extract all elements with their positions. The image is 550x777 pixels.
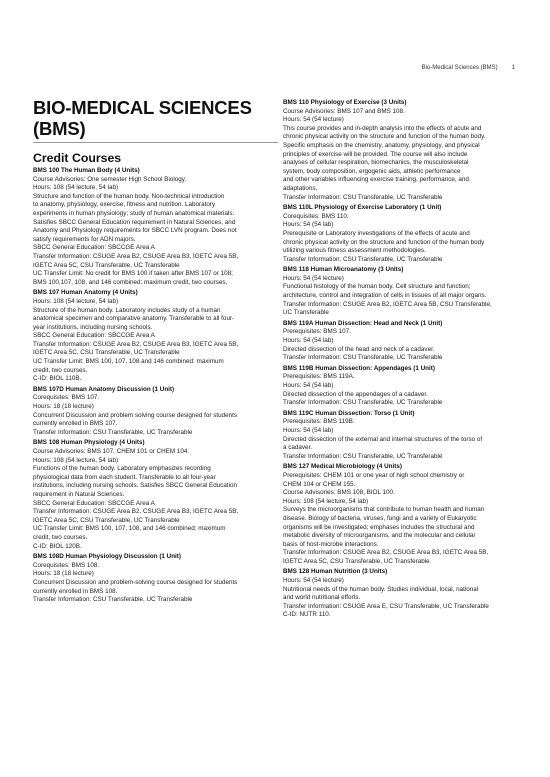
- running-header-title: Bio-Medical Sciences (BMS): [421, 65, 498, 71]
- course-detail: Corequisites: BMS 110.: [283, 212, 349, 220]
- course-detail: Transfer Information: CSUGE Area B2, CSUGE Area B3, IGETC Area 5B, IGETC Area 5C, CSU Transferable, UC Transferable: [33, 252, 239, 269]
- course-title: BMS 107D Human Anatomy Discussion (1 Unit): [33, 385, 175, 393]
- course-detail: Corequisites: BMS 108.: [33, 561, 100, 569]
- course-detail: Hours: 54 (54 lab): [283, 426, 334, 434]
- course-detail: Transfer Information: CSU Transferable, UC Transferable: [33, 428, 193, 436]
- course-title: BMS 118 Human Microanatomy (3 Units): [283, 266, 404, 274]
- course-detail: Transfer Information: CSU Transferable, UC Transferable: [283, 452, 443, 460]
- course-detail: Hours: 54 (54 lecture): [283, 116, 344, 124]
- course-title: BMS 108 Human Physiology (4 Units): [33, 439, 145, 447]
- course-detail: SBCC General Education: SBCCGE Area A: [33, 332, 155, 340]
- course-detail: Surveys the microorganisms that contribute to human health and human disease. Biology of bacteria, viruses, fungi and a variety of Eukaryotic organisms will be investigated; emphases includes the structural and metabolic diversity of microorganisms, and the molecular and cellular basis of host-microbe interactions.: [283, 506, 485, 548]
- course-entry: [33, 289, 278, 384]
- course-detail: Hours: 18 (18 lecture): [33, 403, 94, 411]
- course-title: BMS 108D Human Physiology Discussion (1 Unit): [33, 553, 182, 561]
- course-detail: This course provides and in-depth analysis into the effects of acute and chronic physical activity on the structure and function of the human body. Specific emphasis on the chemistry, anatomy, physiology, and physical principles of exercise will be provided. The course will also include analyses of cellular respiration, biomechanics, the musculoskeletal system, body composition, ergogenic aids, athletic performance and other variables influencing exercise training, performance, and adaptations.: [283, 124, 486, 192]
- course-detail: Transfer Information: CSUGE Area B2, IGETC Area 5B, CSU Transferable, UC Transferable: [283, 300, 492, 317]
- course-entry: [33, 553, 278, 605]
- course-detail: Concurrent Discussion and problem-solving course designed for students currently enrolled in BMS 108.: [33, 578, 238, 595]
- course-detail: Hours: 18 (18 lecture): [33, 570, 94, 578]
- running-header: [422, 65, 515, 71]
- course-detail: SBCC General Education: SBCCGE Area A: [33, 244, 155, 252]
- course-detail: Prerequisites: BMS 107.: [283, 328, 351, 336]
- course-detail: Prerequisites: BMS 119B.: [283, 418, 355, 426]
- course-entry: [33, 439, 278, 551]
- course-detail: Hours: 54 (54 lab): [283, 382, 334, 389]
- course-detail: SBCC General Education: SBCCGE Area A: [33, 499, 155, 507]
- course-entry: [283, 568, 523, 620]
- course-detail: Structure and function of the human body. Non-technical introduction to anatomy, physiology, exercise, fitness and nutrition. Laboratory experiments in human physiology; study of human anatomical materials. Satisfies SBCC General Education requirement in Natural Sciences, and Anatomy and Physiology requirements for SBCC LVN program. Does not satisfy requirements for ADN majors.: [33, 192, 237, 243]
- course-detail: Transfer Information: CSUGE Area B2, CSUGE Area B3, IGETC Area 5B, IGETC Area 5C, CSU Transferable, UC Transferable: [33, 340, 239, 357]
- course-entry: [283, 365, 523, 408]
- course-title: BMS 110L Physiology of Exercise Laboratory (1 Unit): [283, 204, 442, 212]
- course-detail: Functions of the human body. Laboratory emphasizes recording physiological data from each student. Transferable to all four-year institutions, including nursing schools. Satisfies SBCC General Education requirement in Natural Sciences.: [33, 465, 238, 498]
- page-number: 1: [511, 65, 515, 71]
- course-title: BMS 119C Human Dissection: Torso (1 Unit): [283, 409, 415, 417]
- course-detail: Directed dissection of the appendages of a cadaver.: [283, 390, 428, 398]
- course-detail: Nutritional needs of the human body. Studies individual, local, national and world nutritional efforts.: [283, 585, 479, 602]
- course-detail: Hours: 54 (54 lecture): [283, 577, 344, 585]
- course-detail: Prerequisite or Laboratory investigations of the effects of acute and chronic physical activity on the structure and function of the human body utilizing various fitness assessment methodologies.: [283, 229, 485, 255]
- course-title: BMS 127 Medical Microbiology (4 Units): [283, 463, 402, 471]
- course-entry: [283, 463, 523, 566]
- course-detail: Course Advisories: BMS 108, BIOL 100.: [283, 489, 395, 497]
- course-detail: Hours: 54 (54 lecture): [283, 274, 344, 282]
- course-title: BMS 110 Physiology of Exercise (3 Units): [283, 99, 407, 106]
- right-column: [283, 98, 523, 622]
- course-detail: Transfer Information: CSU Transferable, UC Transferable: [283, 399, 443, 407]
- section-title: Credit Courses: [33, 151, 122, 165]
- course-detail: Corequisites: BMS 107.: [33, 394, 100, 402]
- course-detail: Directed dissection of the external and internal structures of the torso of a cadaver.: [283, 435, 483, 452]
- course-detail: Hours: 54 (54 lab): [283, 221, 334, 229]
- course-detail: Transfer Information: CSU Transferable, UC Transferable: [283, 255, 443, 263]
- course-entry: [283, 204, 523, 264]
- document-title: BIO-MEDICAL SCIENCES (BMS): [33, 97, 252, 139]
- course-entry: [283, 410, 523, 462]
- left-course-list: [33, 167, 278, 605]
- course-detail: Transfer Information: CSUGE Area B2, CSUGE Area B3, IGETC Area 5B, IGETC Area 5C, CSU Transferable, UC Transferable: [283, 549, 489, 565]
- course-detail: Course Advisories: One semester High School Biology.: [33, 175, 187, 183]
- course-detail: Transfer Information: CSUGE Area B2, CSUGE Area B3, IGETC Area 5B, IGETC Area 5C, CSU Transferable, UC Transferable: [33, 508, 239, 524]
- course-entry: [283, 99, 523, 202]
- course-detail: Hours: 54 (54 lab): [283, 337, 334, 345]
- course-detail: Functional histology of the human body. Cell structure and function; architecture, control and integration of cells in tissues of all major organs.: [283, 283, 487, 300]
- course-detail: Hours: 108 (54 lecture, 54 lab): [33, 184, 119, 192]
- course-entry: [283, 320, 523, 363]
- course-title: BMS 107 Human Anatomy (4 Units): [33, 289, 138, 297]
- course-detail: Transfer Information: CSU Transferable, UC Transferable: [33, 596, 193, 604]
- course-detail: Structure of the human body. Laboratory includes study of a human anatomical specimen and comparative anatomy. Transferable to all four- year institutions, including nursing schools.: [33, 306, 235, 331]
- course-detail: C-ID: BIOL 110B.: [33, 375, 82, 383]
- course-detail: UC Transfer Limit: BMS 100, 107, 108 and 146 combined: maximum credit, two courses.: [33, 358, 224, 374]
- right-course-list: [283, 99, 523, 620]
- course-detail: Hours: 108 (54 lecture, 54 lab): [33, 456, 119, 464]
- course-detail: Course Advisories: BMS 107, CHEM 101 or CHEM 104.: [33, 448, 190, 455]
- course-detail: Transfer Information: CSU Transferable, UC Transferable: [283, 193, 443, 201]
- course-title: BMS 128 Human Nutrition (3 Units): [283, 568, 388, 576]
- title-divider: [33, 142, 278, 143]
- course-title: BMS 119B Human Dissection: Appendages (1 Unit): [283, 364, 435, 372]
- course-detail: Transfer Information: CSUGE Area E, CSU Transferable, UC Transferable: [283, 602, 489, 610]
- course-detail: Transfer Information: CSU Transferable, UC Transferable: [283, 354, 443, 362]
- course-detail: Course Advisories: BMS 107 and BMS 108.: [283, 107, 405, 115]
- course-detail: Prerequisites: CHEM 101 or one year of high school chemistry or CHEM 104 or CHEM 155.: [283, 471, 465, 488]
- course-detail: Prerequisites: BMS 119A.: [283, 373, 355, 381]
- course-detail: Hours: 108 (54 lecture, 54 lab): [33, 297, 119, 305]
- course-detail: C-ID: NUTR 110.: [283, 611, 331, 619]
- course-entry: [33, 167, 278, 287]
- course-title: BMS 119A Human Dissection: Head and Neck (1 Unit): [283, 319, 443, 327]
- course-entry: [33, 386, 278, 438]
- course-detail: Directed dissection of the head and neck of a cadaver.: [283, 345, 435, 353]
- course-detail: UC Transfer Limit: No credit for BMS 100 if taken after BMS 107 or 108; BMS 100,107, 108, and 146 combined: maximum credit, two courses.: [33, 270, 233, 286]
- course-detail: Hours: 108 (54 lecture, 54 lab): [283, 497, 369, 505]
- course-detail: Concurrent Discussion and problem solving course designed for students currently enrolled in BMS 107.: [33, 411, 238, 428]
- course-detail: C-ID: BIOL 120B.: [33, 542, 82, 550]
- left-column: [33, 97, 278, 607]
- course-detail: UC Transfer Limit: BMS 100, 107, 108, and 146 combined: maximum credit, two courses.: [33, 525, 226, 541]
- course-title: BMS 100 The Human Body (4 Units): [33, 167, 140, 174]
- course-entry: [283, 266, 523, 318]
